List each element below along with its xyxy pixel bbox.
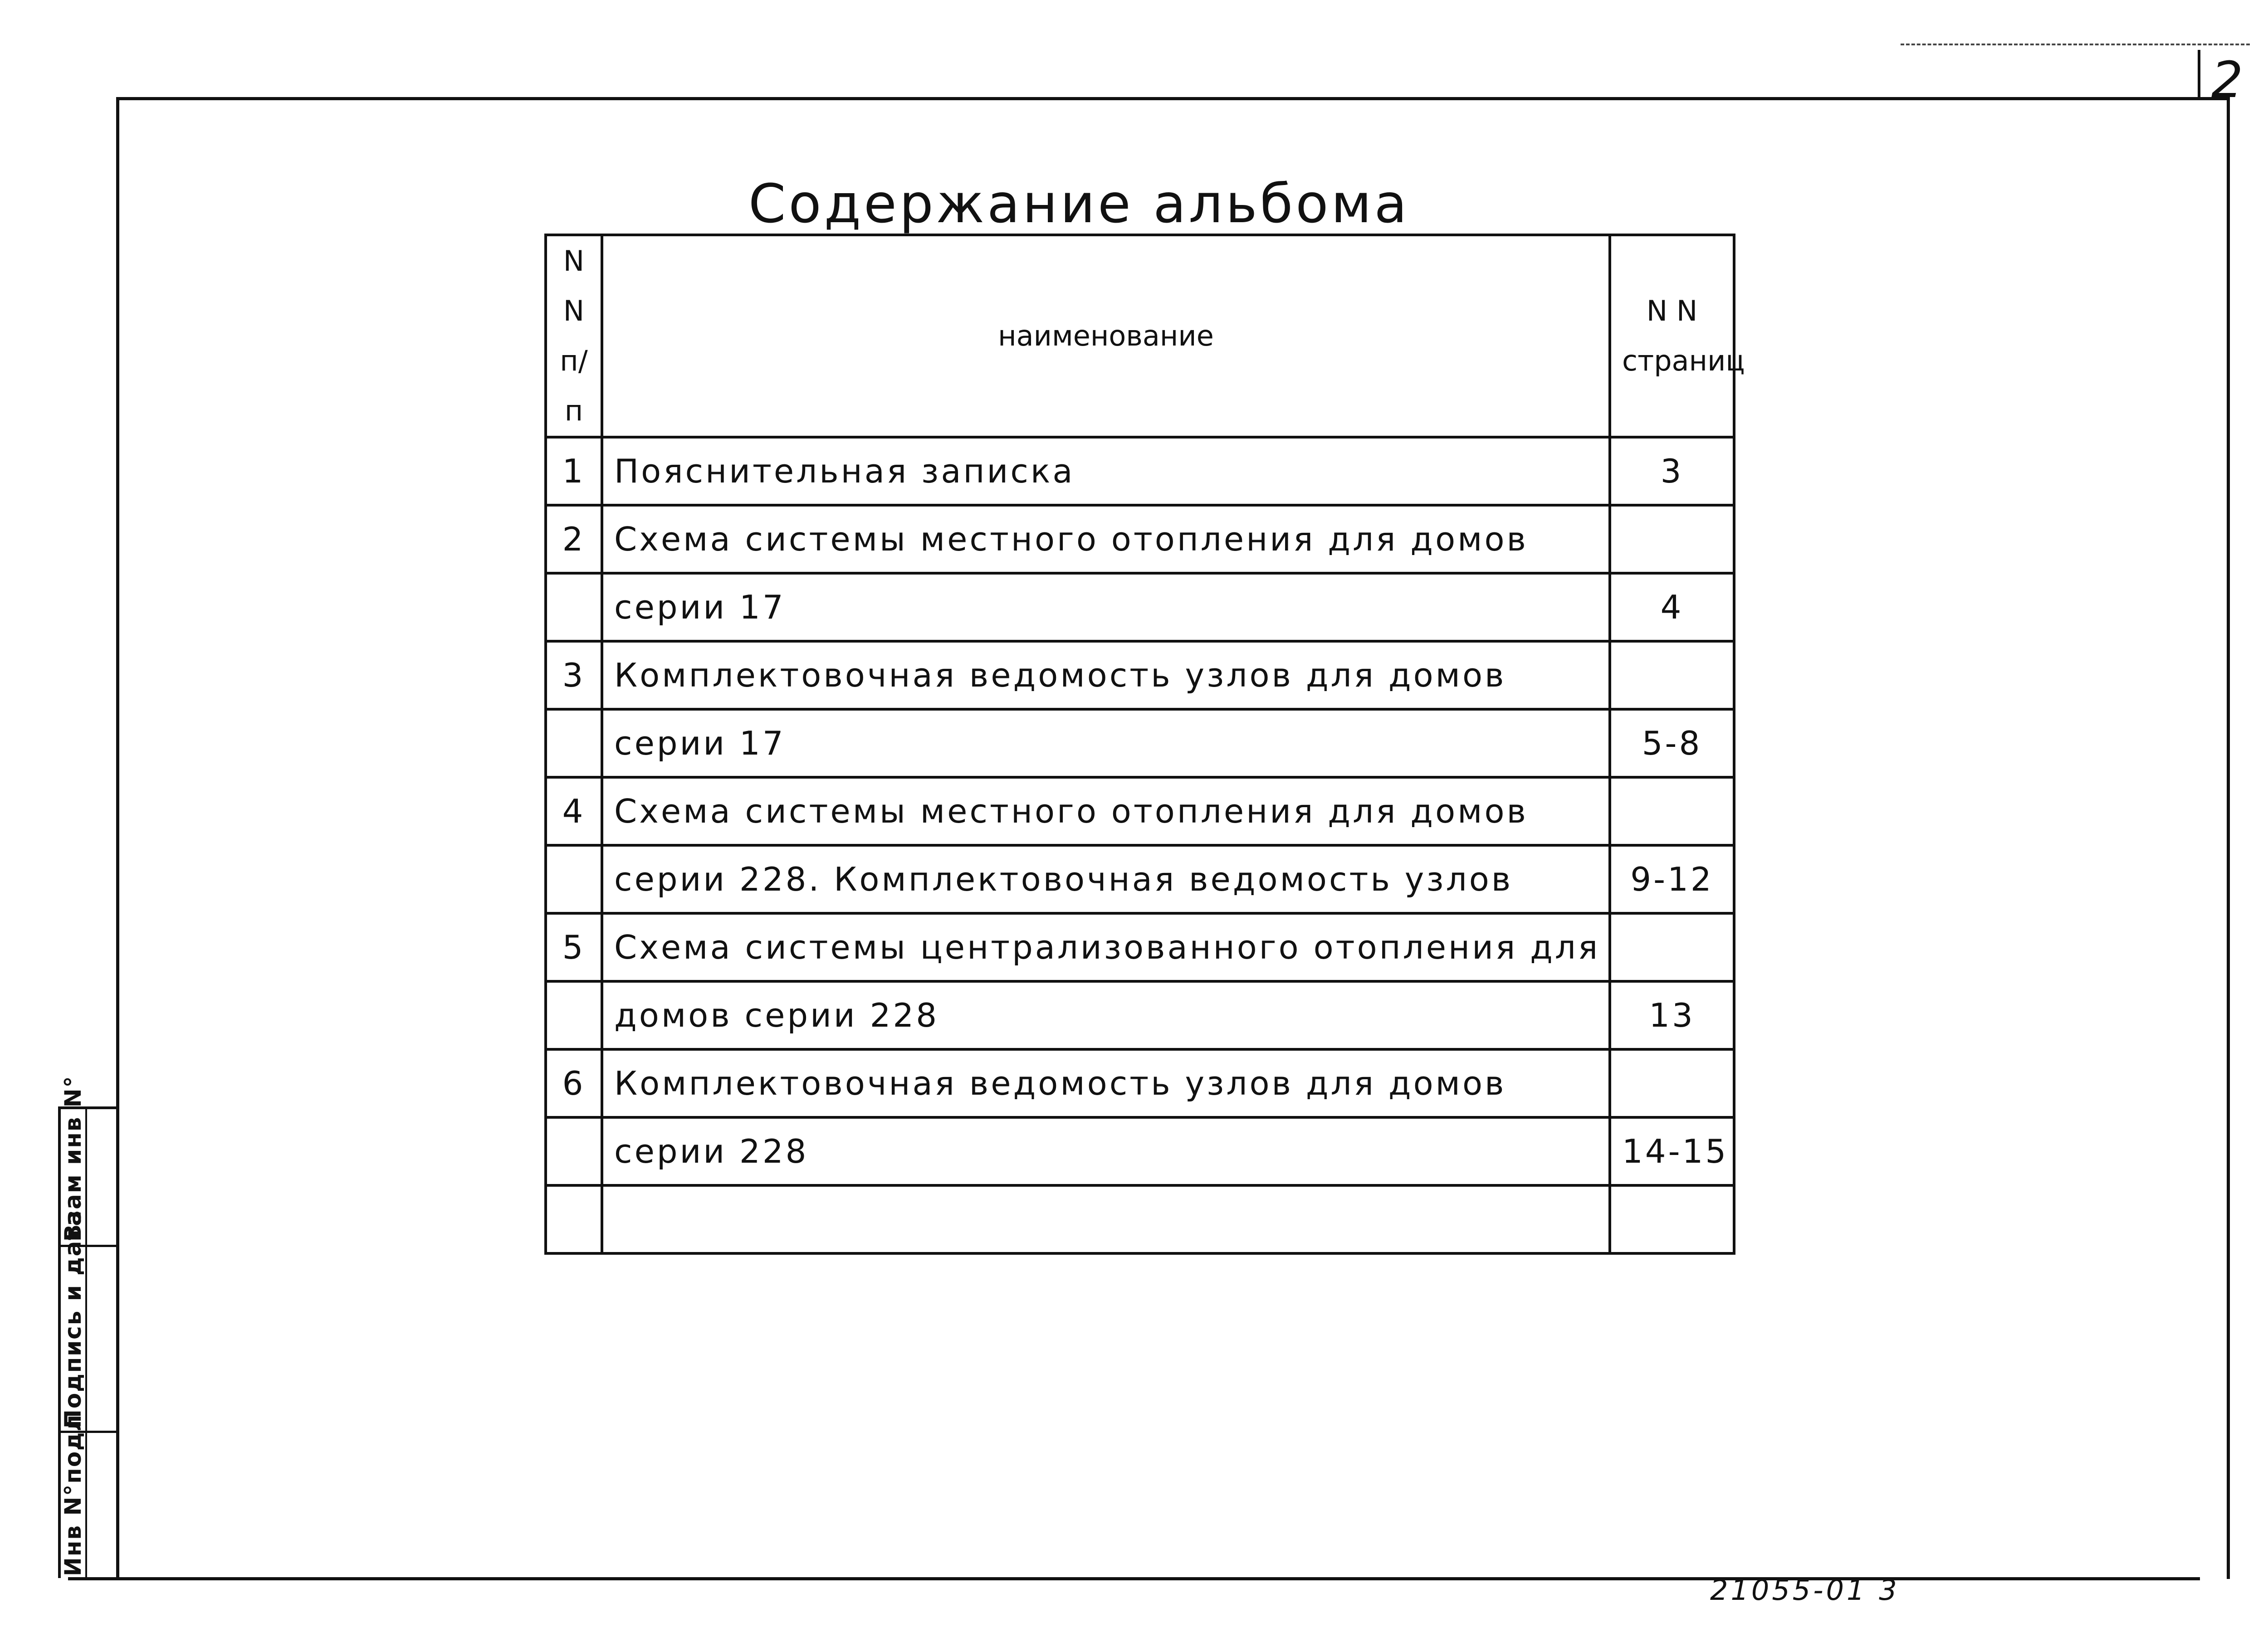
row-name: серии 17 (602, 709, 1610, 777)
row-pages: 13 (1610, 981, 1734, 1049)
table-row (546, 1049, 1734, 1117)
row-name: Схема системы централизованного отопления для (602, 913, 1610, 981)
row-num: 4 (546, 777, 602, 845)
row-name: Пояснительная записка (602, 437, 1610, 505)
row-num: 1 (546, 437, 602, 505)
row-num (546, 573, 602, 641)
row-num (546, 709, 602, 777)
row-num: 5 (546, 913, 602, 981)
row-num (546, 981, 602, 1049)
row-name: серии 17 (602, 573, 1610, 641)
table-row (546, 505, 1734, 573)
sheet-corner-dash (1901, 44, 2250, 45)
row-name: домов серии 228 (602, 981, 1610, 1049)
header-pages: N N страниц (1610, 235, 1734, 437)
table-row (546, 1185, 1734, 1253)
page-title: Содержание альбома (748, 172, 1410, 235)
row-pages: 5-8 (1610, 709, 1734, 777)
sheet-number: 2 (2211, 51, 2243, 109)
row-name: Комплектовочная ведомость узлов для домов (602, 641, 1610, 709)
stamp-sign-date: Подпись и дата (60, 1209, 86, 1428)
row-pages: 4 (1610, 573, 1734, 641)
document-code: 21055-01 3 (1710, 1574, 1900, 1607)
table-row (546, 913, 1734, 981)
row-pages (1610, 505, 1734, 573)
row-name: серии 228 (602, 1117, 1610, 1185)
table-row (546, 573, 1734, 641)
row-num (546, 1185, 602, 1253)
header-name: наименование (602, 235, 1610, 437)
row-num: 3 (546, 641, 602, 709)
row-num: 6 (546, 1049, 602, 1117)
row-name: Схема системы местного отопления для домов (602, 505, 1610, 573)
table-row (546, 437, 1734, 505)
row-num (546, 845, 602, 913)
row-name: Комплектовочная ведомость узлов для домов (602, 1049, 1610, 1117)
table-row (546, 777, 1734, 845)
row-pages: 9-12 (1610, 845, 1734, 913)
stamp-replace-inv: Взам инв N° (60, 1075, 86, 1242)
row-num: 2 (546, 505, 602, 573)
contents-table (544, 234, 1745, 1255)
table-row (546, 709, 1734, 777)
row-pages: 14-15 (1610, 1117, 1734, 1185)
stamp-inv-orig: Инв N°подл (60, 1413, 86, 1576)
row-pages (1610, 777, 1734, 845)
table-row (546, 641, 1734, 709)
contents-header-row (546, 235, 1734, 437)
table-row (546, 1117, 1734, 1185)
row-num (546, 1117, 602, 1185)
row-name: серии 228. Комплектовочная ведомость узлов (602, 845, 1610, 913)
row-pages (1610, 1185, 1734, 1253)
row-pages: 3 (1610, 437, 1734, 505)
table-row (546, 845, 1734, 913)
header-num: N N п/п (546, 235, 602, 437)
row-name: Схема системы местного отопления для домов (602, 777, 1610, 845)
row-name (602, 1185, 1610, 1253)
table-row (546, 981, 1734, 1049)
row-pages (1610, 1049, 1734, 1117)
row-pages (1610, 641, 1734, 709)
row-pages (1610, 913, 1734, 981)
